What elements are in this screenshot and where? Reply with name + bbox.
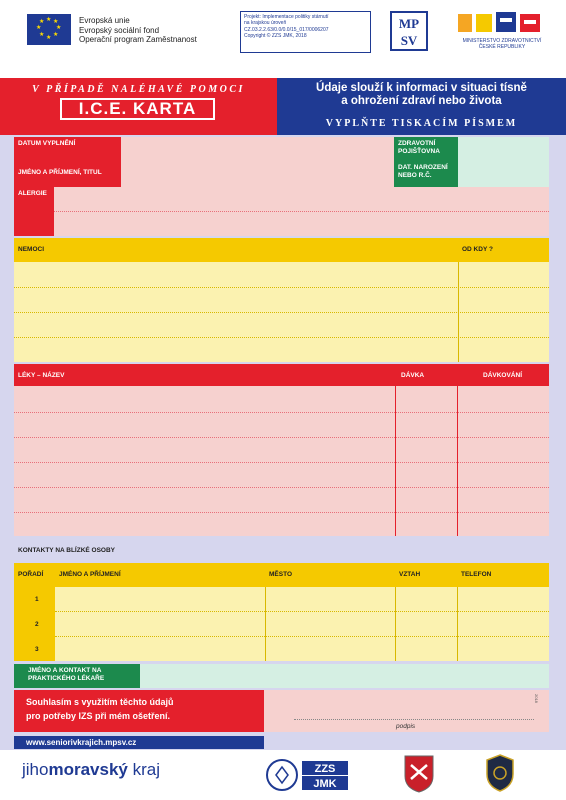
emergency-subtitle: V PŘÍPADĚ NALÉHAVÉ POMOCI: [32, 84, 245, 95]
insurance-field[interactable]: [458, 137, 549, 161]
band-left: [0, 78, 277, 135]
allergy-rule: [54, 211, 549, 212]
consent-line: pro potřeby IZS při mém ošetření.: [26, 711, 171, 721]
eu-line: Evropský sociální fond: [79, 25, 160, 35]
region-part: kraj: [127, 760, 160, 779]
name-label: JMÉNO A PŘÍJMENÍ, TITUL: [14, 161, 121, 187]
contacts-divider: [457, 587, 458, 661]
meds-divider: [457, 386, 458, 536]
eu-line: Evropská unie: [79, 16, 130, 25]
doctor-line: PRAKTICKÉHO LÉKAŘE: [28, 675, 105, 682]
band-title: [277, 82, 566, 108]
meds-field[interactable]: [14, 386, 549, 536]
print-note: VYPLŇTE TISKACÍM PÍSMEM: [325, 118, 518, 129]
zzs-text: ZZS: [314, 763, 336, 775]
meds-divider: [395, 386, 396, 536]
eu-text: [79, 16, 197, 45]
eu-flag-icon: ★ ★ ★ ★ ★ ★ ★ ★: [27, 14, 71, 45]
contacts-divider: [265, 587, 266, 661]
birth-label: [394, 161, 458, 187]
contacts-divider: [395, 587, 396, 661]
meds-rule: [14, 412, 549, 413]
eu-line: Operační program Zaměstnanost: [79, 35, 197, 44]
card-title: I.C.E. KARTA: [60, 98, 215, 120]
consent-box: [14, 690, 264, 732]
header: [0, 0, 566, 78]
diseases-rule: [14, 312, 549, 313]
signature-line: [294, 719, 534, 720]
birth-line: DAT. NAROZENÍ: [398, 164, 448, 171]
band-title-line: Údaje slouží k informaci v situaci tísně: [316, 82, 527, 94]
meds-label: LÉKY – NÁZEV: [14, 364, 395, 386]
since-label: OD KDY ?: [458, 238, 549, 262]
consent-line: Souhlasím s využitím těchto údajů: [26, 697, 174, 707]
date-label: DATUM VYPLNĚNÍ: [14, 137, 121, 161]
insurance-line: POJIŠŤOVNA: [398, 148, 440, 155]
region-logo: [22, 760, 160, 780]
row-number: 1: [35, 596, 39, 603]
jmk-text: JMK: [313, 778, 337, 790]
ministry-text: [452, 38, 552, 50]
meds-rule: [14, 487, 549, 488]
col-order: POŘADÍ: [18, 571, 44, 578]
fire-rescue-crest-icon: [402, 753, 436, 793]
project-line: Projekt: Implementace politiky stárnutí: [244, 14, 329, 20]
row-number: 3: [35, 646, 39, 653]
doctor-label: [14, 664, 140, 688]
meds-rule: [14, 462, 549, 463]
allergy-label: ALERGIE: [14, 187, 54, 236]
col-city: MĚSTO: [269, 571, 292, 578]
title-band: [0, 78, 566, 135]
contacts-label: KONTAKTY NA BLÍZKÉ OSOBY: [14, 537, 549, 563]
insurance-line: ZDRAVOTNÍ: [398, 140, 436, 147]
mpsv-logo: [390, 11, 428, 51]
meds-rule: [14, 437, 549, 438]
mpsv-logo-line: MP: [398, 16, 420, 31]
doctor-field[interactable]: [140, 664, 549, 688]
diseases-divider: [458, 262, 459, 362]
project-line: Copyright © ZZS JMK, 2018: [244, 32, 307, 39]
form-code: 2018: [534, 694, 539, 703]
row-number: 2: [35, 621, 39, 628]
dosage-label: DÁVKOVÁNÍ: [457, 364, 549, 386]
name-field[interactable]: [121, 161, 394, 187]
website-link[interactable]: www.seniorivkrajich.mpsv.cz: [14, 736, 264, 749]
birth-line: NEBO R.Č.: [398, 172, 432, 179]
footer: [0, 750, 566, 800]
contacts-rule: [55, 636, 549, 637]
project-line: CZ.03.2.2.63/0.0/0.0/15_017/0006207: [244, 26, 329, 33]
meds-rule: [14, 512, 549, 513]
contacts-field[interactable]: [55, 587, 549, 661]
mpsv-logo-line: SV: [400, 33, 418, 48]
dose-label: DÁVKA: [395, 364, 457, 386]
doctor-line: JMÉNO A KONTAKT NA: [28, 667, 102, 674]
signature-box[interactable]: [264, 690, 549, 732]
signature-label: podpis: [396, 723, 416, 730]
region-part: jiho: [22, 760, 49, 779]
project-info: [240, 11, 371, 53]
col-phone: TELEFON: [461, 571, 492, 578]
ministry-line: ČESKÉ REPUBLIKY: [478, 44, 526, 50]
insurance-label: [394, 137, 458, 161]
birth-field[interactable]: [458, 161, 549, 187]
diseases-rule: [14, 337, 549, 338]
col-name: JMÉNO A PŘÍJMENÍ: [59, 571, 121, 578]
contacts-rule: [55, 611, 549, 612]
project-line: na krajskou úroveň: [244, 20, 287, 27]
police-badge-icon: [484, 753, 516, 793]
region-part-bold: moravský: [48, 760, 128, 779]
ministry-line: MINISTERSTVO ZDRAVOTNICTVÍ: [462, 38, 542, 44]
date-field[interactable]: [121, 137, 394, 161]
col-relation: VZTAH: [399, 571, 421, 578]
diseases-label: NEMOCI: [14, 238, 458, 262]
zzs-jmk-logo-icon: [262, 755, 352, 795]
band-title-line: a ohrožení zdraví nebo života: [341, 95, 502, 107]
band-right: [277, 78, 566, 135]
diseases-rule: [14, 287, 549, 288]
ministry-logo-icon: [456, 10, 544, 36]
